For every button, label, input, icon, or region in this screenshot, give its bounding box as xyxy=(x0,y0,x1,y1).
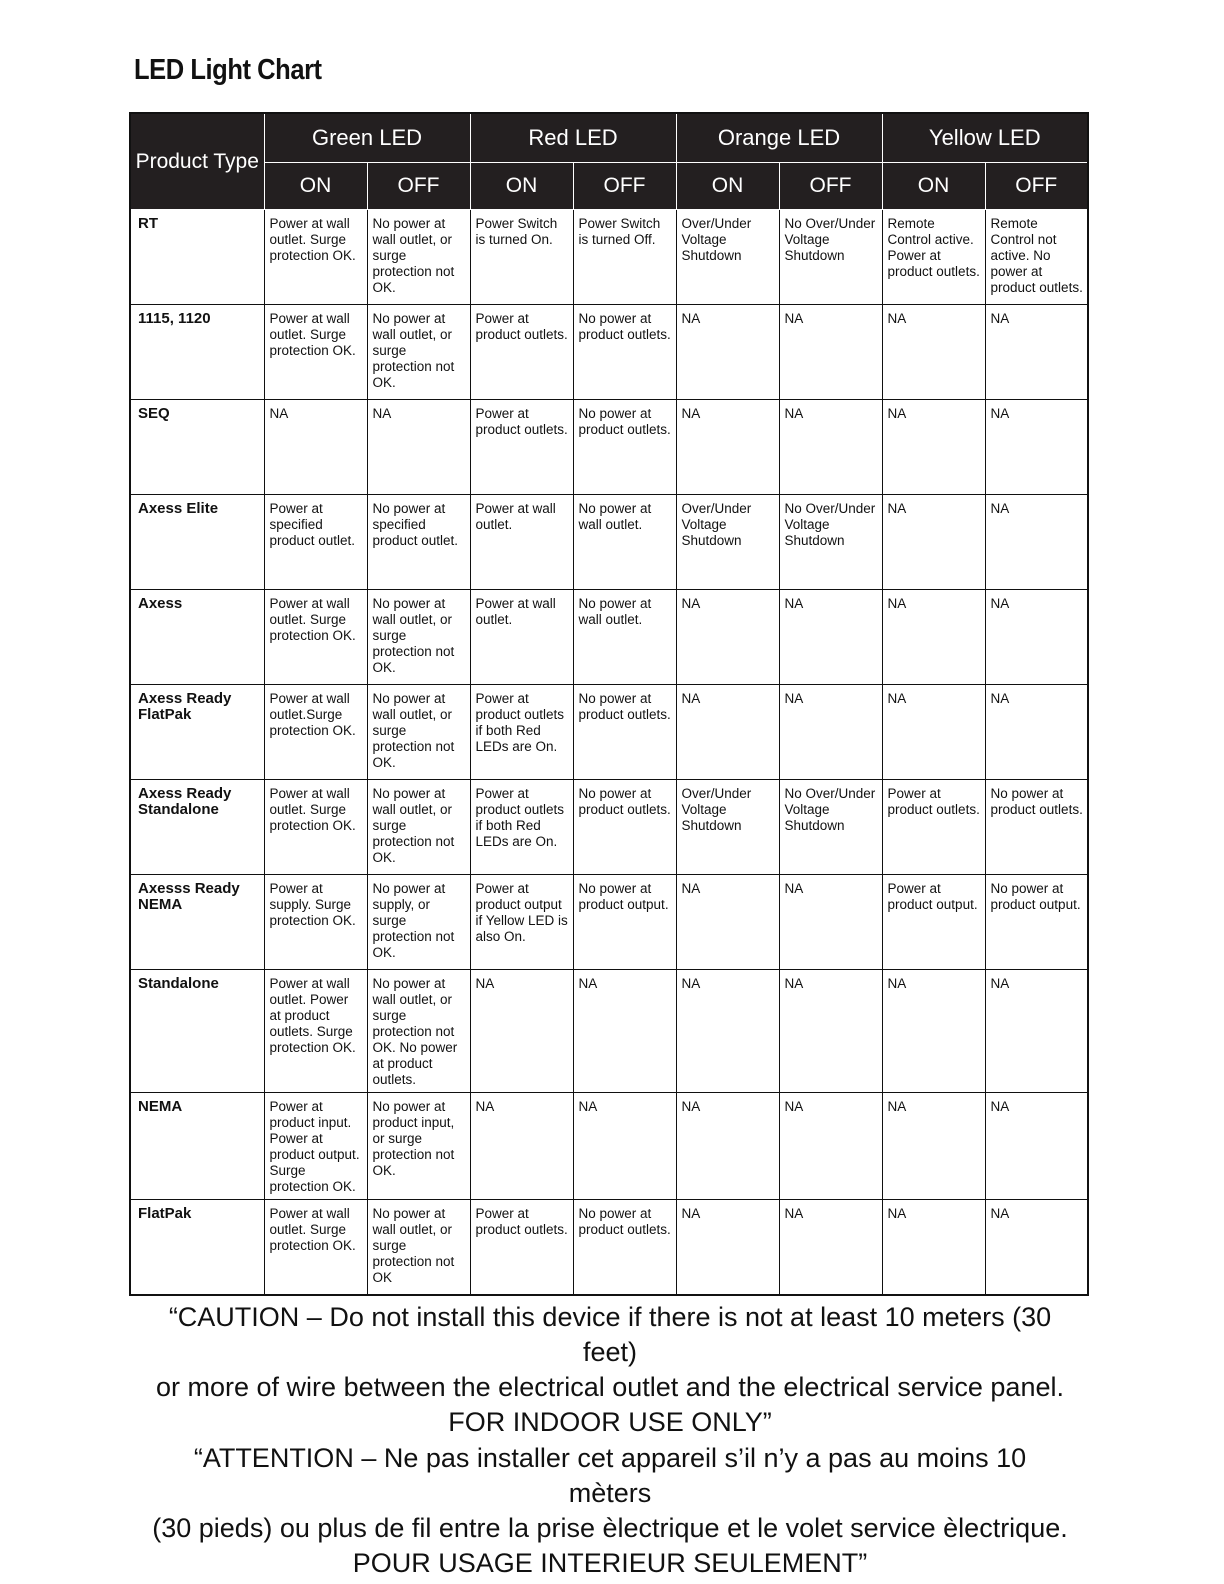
table-row xyxy=(130,305,1088,400)
cell-yellow-off: NA xyxy=(985,1093,1088,1200)
cell-orange-on: NA xyxy=(676,875,779,970)
cell-green-off: No power at wall outlet, or surge protection not OK. xyxy=(367,685,470,780)
cell-green-off: No power at specified product outlet. xyxy=(367,495,470,590)
cell-red-on: Power at product outlets. xyxy=(470,1200,573,1296)
cell-yellow-off: NA xyxy=(985,305,1088,400)
cell-red-on: Power Switch is turned On. xyxy=(470,210,573,305)
cell-green-off: No power at wall outlet, or surge protection not OK. xyxy=(367,590,470,685)
cell-orange-on: NA xyxy=(676,305,779,400)
cell-yellow-on: NA xyxy=(882,1200,985,1296)
cell-orange-off: NA xyxy=(779,400,882,495)
table-row xyxy=(130,400,1088,495)
product-type-cell: Standalone xyxy=(130,970,264,1093)
cell-red-off: No power at product outlets. xyxy=(573,305,676,400)
table-row xyxy=(130,875,1088,970)
table-row xyxy=(130,1200,1088,1296)
cell-yellow-off: Remote Control not active. No power at product outlets. xyxy=(985,210,1088,305)
page-title: LED Light Chart xyxy=(134,54,322,86)
cell-yellow-off: No power at product outlets. xyxy=(985,780,1088,875)
header-yellow-on: ON xyxy=(882,163,985,210)
cell-red-off: No power at product outlets. xyxy=(573,685,676,780)
caution-english xyxy=(150,1300,1070,1440)
cell-orange-off: No Over/Under Voltage Shutdown xyxy=(779,495,882,590)
cell-green-off: No power at supply, or surge protection not OK. xyxy=(367,875,470,970)
cell-orange-on: NA xyxy=(676,685,779,780)
header-yellow-led: Yellow LED xyxy=(882,113,1088,163)
cell-orange-on: Over/Under Voltage Shutdown xyxy=(676,495,779,590)
cell-red-on: Power at product outlets. xyxy=(470,305,573,400)
header-red-on: ON xyxy=(470,163,573,210)
cell-yellow-off: NA xyxy=(985,590,1088,685)
cell-red-off: NA xyxy=(573,1093,676,1200)
cell-red-on: NA xyxy=(470,1093,573,1200)
cell-yellow-on: NA xyxy=(882,1093,985,1200)
cell-yellow-off: No power at product output. xyxy=(985,875,1088,970)
table-row xyxy=(130,970,1088,1093)
cell-green-on: Power at wall outlet. Surge protection OK. xyxy=(264,1200,367,1296)
cell-orange-on: Over/Under Voltage Shutdown xyxy=(676,210,779,305)
cell-orange-off: NA xyxy=(779,875,882,970)
header-orange-led: Orange LED xyxy=(676,113,882,163)
cell-orange-on: NA xyxy=(676,1093,779,1200)
cell-yellow-off: NA xyxy=(985,685,1088,780)
cell-green-on: Power at wall outlet. Surge protection OK. xyxy=(264,305,367,400)
cell-orange-on: NA xyxy=(676,970,779,1093)
cell-green-off: NA xyxy=(367,400,470,495)
cell-yellow-on: NA xyxy=(882,590,985,685)
product-type-cell: NEMA xyxy=(130,1093,264,1200)
cell-green-off: No power at product input, or surge protection not OK. xyxy=(367,1093,470,1200)
cell-orange-on: Over/Under Voltage Shutdown xyxy=(676,780,779,875)
cell-red-off: No power at product outlets. xyxy=(573,780,676,875)
cell-green-off: No power at wall outlet, or surge protection not OK. xyxy=(367,305,470,400)
cell-red-on: Power at product output if Yellow LED is also On. xyxy=(470,875,573,970)
led-light-chart xyxy=(129,112,1089,1296)
cell-red-off: NA xyxy=(573,970,676,1093)
caution-fr-line-3: POUR USAGE INTERIEUR SEULEMENT” xyxy=(352,1548,868,1578)
cell-red-on: Power at wall outlet. xyxy=(470,495,573,590)
cell-red-on: NA xyxy=(470,970,573,1093)
cell-yellow-on: Power at product output. xyxy=(882,875,985,970)
cell-green-on: Power at wall outlet. Surge protection OK. xyxy=(264,780,367,875)
cell-green-off: No power at wall outlet, or surge protection not OK. No power at product outlets. xyxy=(367,970,470,1093)
product-type-cell: Axess Ready Standalone xyxy=(130,780,264,875)
table-row xyxy=(130,495,1088,590)
cell-green-on: Power at supply. Surge protection OK. xyxy=(264,875,367,970)
header-green-off: OFF xyxy=(367,163,470,210)
header-yellow-off: OFF xyxy=(985,163,1088,210)
cell-yellow-on: Remote Control active. Power at product outlets. xyxy=(882,210,985,305)
cell-red-off: No power at product outlets. xyxy=(573,1200,676,1296)
cell-green-on: Power at specified product outlet. xyxy=(264,495,367,590)
caution-fr-line-1: “ATTENTION – Ne pas installer cet appareil s’il n’y a pas au moins 10 mèters xyxy=(193,1443,1027,1508)
cell-green-off: No power at wall outlet, or surge protection not OK xyxy=(367,1200,470,1296)
header-red-led: Red LED xyxy=(470,113,676,163)
table-row xyxy=(130,1093,1088,1200)
cell-red-on: Power at wall outlet. xyxy=(470,590,573,685)
cell-green-on: Power at wall outlet. Surge protection OK. xyxy=(264,590,367,685)
cell-red-off: No power at wall outlet. xyxy=(573,495,676,590)
chart-body xyxy=(130,210,1088,1296)
cell-green-on: Power at wall outlet. Surge protection OK. xyxy=(264,210,367,305)
caution-en-line-3: FOR INDOOR USE ONLY” xyxy=(448,1407,772,1437)
product-type-cell: FlatPak xyxy=(130,1200,264,1296)
product-type-cell: Axess Ready FlatPak xyxy=(130,685,264,780)
header-green-on: ON xyxy=(264,163,367,210)
cell-yellow-off: NA xyxy=(985,1200,1088,1296)
table-row xyxy=(130,780,1088,875)
product-type-cell: Axesss Ready NEMA xyxy=(130,875,264,970)
cell-orange-off: NA xyxy=(779,590,882,685)
cell-green-off: No power at wall outlet, or surge protection not OK. xyxy=(367,780,470,875)
cell-yellow-on: NA xyxy=(882,400,985,495)
caution-french xyxy=(150,1441,1070,1581)
cell-orange-off: NA xyxy=(779,1200,882,1296)
table-row xyxy=(130,685,1088,780)
cell-red-off: No power at wall outlet. xyxy=(573,590,676,685)
cell-green-on: NA xyxy=(264,400,367,495)
cell-yellow-off: NA xyxy=(985,495,1088,590)
header-orange-off: OFF xyxy=(779,163,882,210)
caution-en-line-1: “CAUTION – Do not install this device if there is not at least 10 meters (30 feet) xyxy=(168,1302,1052,1367)
product-type-cell: SEQ xyxy=(130,400,264,495)
cell-orange-off: NA xyxy=(779,305,882,400)
cell-green-off: No power at wall outlet, or surge protection not OK. xyxy=(367,210,470,305)
table-row xyxy=(130,590,1088,685)
cell-yellow-on: Power at product outlets. xyxy=(882,780,985,875)
cell-orange-on: NA xyxy=(676,590,779,685)
cell-orange-off: NA xyxy=(779,1093,882,1200)
cell-orange-off: NA xyxy=(779,685,882,780)
cell-green-on: Power at wall outlet. Power at product outlets. Surge protection OK. xyxy=(264,970,367,1093)
header-red-off: OFF xyxy=(573,163,676,210)
cell-red-off: Power Switch is turned Off. xyxy=(573,210,676,305)
cell-yellow-off: NA xyxy=(985,400,1088,495)
cell-yellow-on: NA xyxy=(882,305,985,400)
table-row xyxy=(130,210,1088,305)
cell-red-on: Power at product outlets if both Red LEDs are On. xyxy=(470,780,573,875)
product-type-cell: Axess Elite xyxy=(130,495,264,590)
product-type-cell: 1115, 1120 xyxy=(130,305,264,400)
header-orange-on: ON xyxy=(676,163,779,210)
cell-yellow-on: NA xyxy=(882,685,985,780)
cell-orange-off: NA xyxy=(779,970,882,1093)
cell-red-off: No power at product outlets. xyxy=(573,400,676,495)
cell-yellow-on: NA xyxy=(882,970,985,1093)
cell-yellow-on: NA xyxy=(882,495,985,590)
cell-orange-off: No Over/Under Voltage Shutdown xyxy=(779,210,882,305)
cell-red-on: Power at product outlets. xyxy=(470,400,573,495)
cell-orange-on: NA xyxy=(676,400,779,495)
product-type-cell: RT xyxy=(130,210,264,305)
cell-yellow-off: NA xyxy=(985,970,1088,1093)
product-type-cell: Axess xyxy=(130,590,264,685)
caution-en-line-2: or more of wire between the electrical outlet and the electrical service panel. xyxy=(156,1372,1064,1402)
cell-green-on: Power at wall outlet.Surge protection OK. xyxy=(264,685,367,780)
header-product-type: Product Type xyxy=(130,113,264,210)
caution-fr-line-2: (30 pieds) ou plus de fil entre la prise èlectrique et le volet service èlectrique. xyxy=(152,1513,1068,1543)
cell-orange-on: NA xyxy=(676,1200,779,1296)
cell-green-on: Power at product input. Power at product output. Surge protection OK. xyxy=(264,1093,367,1200)
cell-red-off: No power at product output. xyxy=(573,875,676,970)
cell-orange-off: No Over/Under Voltage Shutdown xyxy=(779,780,882,875)
header-green-led: Green LED xyxy=(264,113,470,163)
cell-red-on: Power at product outlets if both Red LEDs are On. xyxy=(470,685,573,780)
